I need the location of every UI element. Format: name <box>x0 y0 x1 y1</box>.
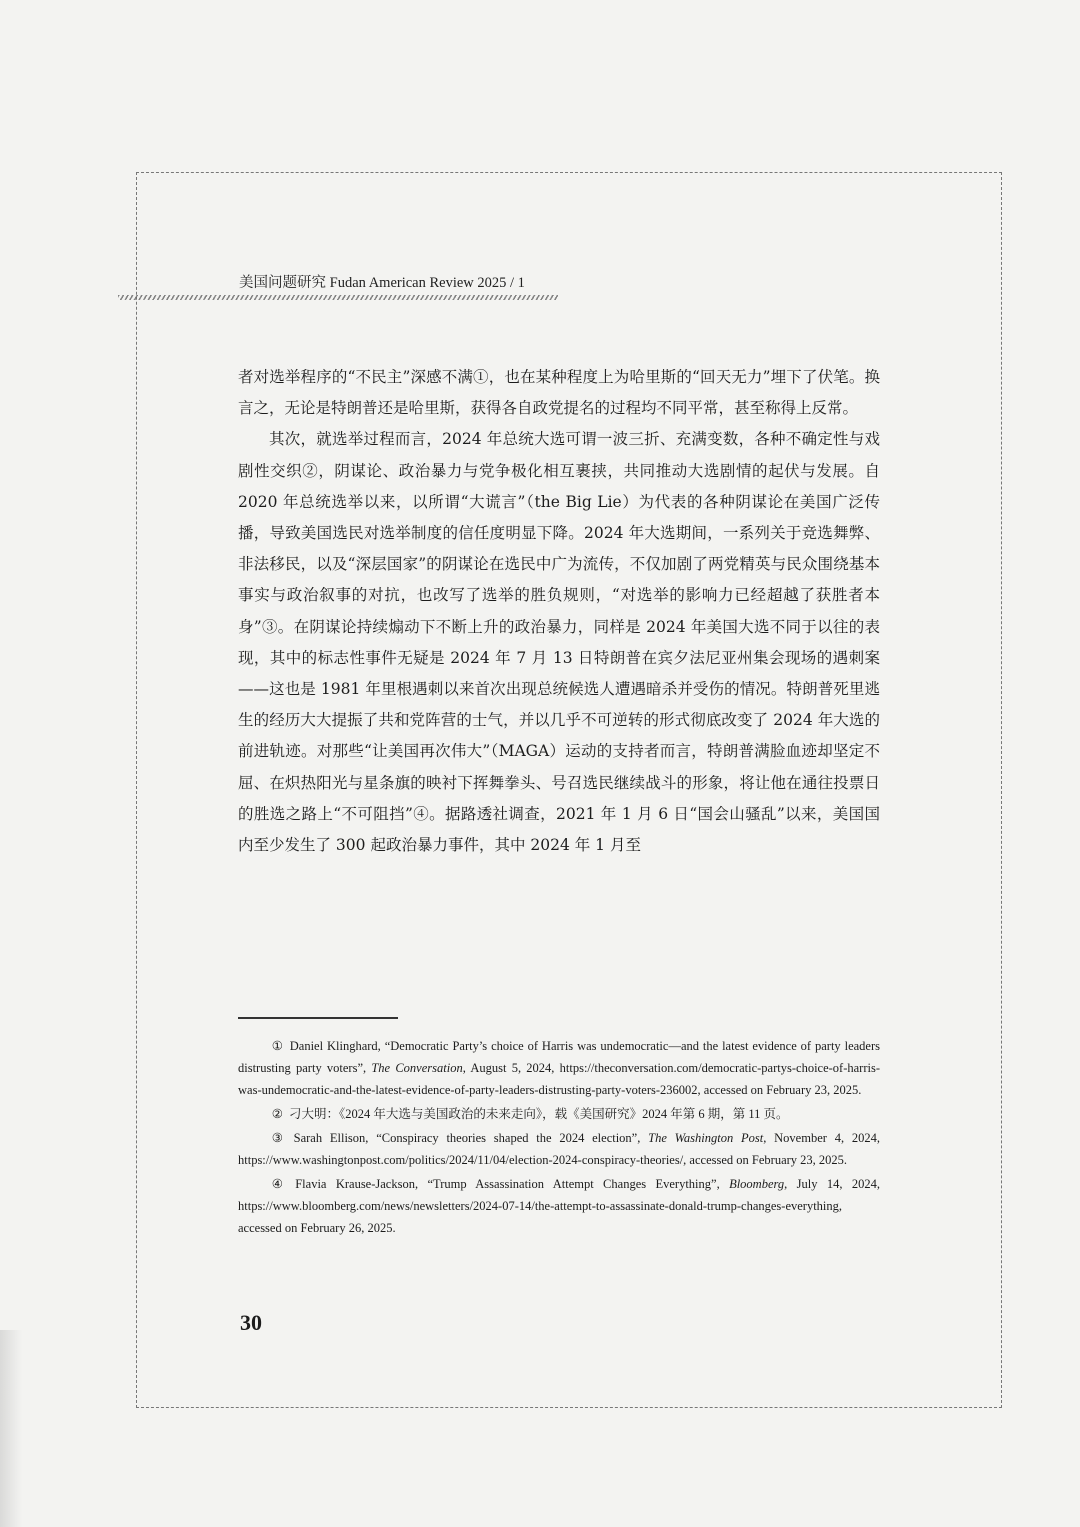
footnote-text: Flavia Krause-Jackson, “Trump Assassination Attempt Changes Everything”, <box>295 1177 730 1191</box>
footnote-number: ① <box>271 1039 284 1053</box>
footnote-text: Sarah Ellison, “Conspiracy theories shaped the 2024 election”, <box>293 1131 649 1145</box>
footnote-number: ② <box>271 1107 283 1121</box>
footnote-rule <box>238 1017 398 1019</box>
footnote-1 <box>238 1035 880 1101</box>
page-number: 30 <box>240 1310 262 1335</box>
footnote-number: ④ <box>271 1177 290 1191</box>
body-text <box>238 362 880 861</box>
running-header <box>239 271 525 292</box>
footnote-number: ③ <box>271 1131 288 1145</box>
journal-title-en: Fudan American Review 2025 / 1 <box>329 275 525 291</box>
footnote-source: The Conversation <box>371 1061 463 1075</box>
header-rule <box>118 295 558 300</box>
footnote-text-tail: , July 14, 2024, https://www.bloomberg.com/news/newsletters/2024-07-14/the-attempt-to-assassinate-donald-trump-changes-everything, accessed on February 26, 2025. <box>238 1177 880 1235</box>
footnote-text: Daniel Klinghard, “Democratic Party’s choice of Harris was undemocratic—and the latest evidence of party leaders distrusting party voters”, <box>238 1039 880 1075</box>
paragraph-1: 者对选举程序的“不民主”深感不满①，也在某种程度上为哈里斯的“回天无力”埋下了伏笔。换言之，无论是特朗普还是哈里斯，获得各自政党提名的过程均不同平常，甚至称得上反常。 <box>238 368 880 418</box>
footnote-3 <box>238 1127 880 1171</box>
footnote-4 <box>238 1173 880 1239</box>
scan-edge-shadow <box>0 1330 22 1527</box>
footnotes <box>238 1035 880 1241</box>
footnote-source: The Washington Post <box>648 1131 764 1145</box>
journal-title-cn: 美国问题研究 <box>239 275 326 291</box>
footnote-text: 刁大明：《2024 年大选与美国政治的未来走向》，载《美国研究》2024 年第 6 期，第 11 页。 <box>288 1107 789 1121</box>
footnote-text-tail: , November 4, 2024, https://www.washingtonpost.com/politics/2024/11/04/election-2024-conspiracy-theories/, accessed on February 23, 2025. <box>238 1131 880 1167</box>
paragraph-2: 其次，就选举过程而言，2024 年总统大选可谓一波三折、充满变数，各种不确定性与戏剧性交织②，阴谋论、政治暴力与党争极化相互裹挟，共同推动大选剧情的起伏与发展。自 2020 年总统选举以来，以所谓“大谎言”（the Big Lie）为代表的各种阴谋论在美国广泛传播，导致美国选民对选举制度的信任度明显下降。2024 年大选期间，一系列关于竞选舞弊、非法移民，以及“深层国家”的阴谋论在选民中广为流传，不仅加剧了两党精英与民众围绕基本事实与政治叙事的对抗，也改写了选举的胜负规则，“对选举的影响力已经超越了获胜者本身”③。在阴谋论持续煽动下不断上升的政治暴力，同样是 2024 年美国大选不同于以往的表现，其中的标志性事件无疑是 2024 年 7 月 13 日特朗普在宾夕法尼亚州集会现场的遇刺案——这也是 1981 年里根遇刺以来首次出现总统候选人遭遇暗杀并受伤的情况。特朗普死里逃生的经历大大提振了共和党阵营的士气，并以几乎不可逆转的形式彻底改变了 2024 年大选的前进轨迹。对那些“让美国再次伟大”（MAGA）运动的支持者而言，特朗普满脸血迹却坚定不屈、在炽热阳光与星条旗的映衬下挥舞拳头、号召选民继续战斗的形象，将让他在通往投票日的胜选之路上“不可阻挡”④。据路透社调查，2021 年 1 月 6 日“国会山骚乱”以来，美国国内至少发生了 300 起政治暴力事件，其中 2024 年 1 月至 <box>238 430 880 855</box>
footnote-text-tail: , August 5, 2024, https://theconversation.com/democratic-partys-choice-of-harris-was-undemocratic-and-the-latest-evidence-of-party-leaders-distrusting-party-voters-236002, accessed on February 23, 2025. <box>238 1061 880 1097</box>
footnote-2 <box>238 1103 880 1125</box>
footnote-source: Bloomberg <box>729 1177 785 1191</box>
